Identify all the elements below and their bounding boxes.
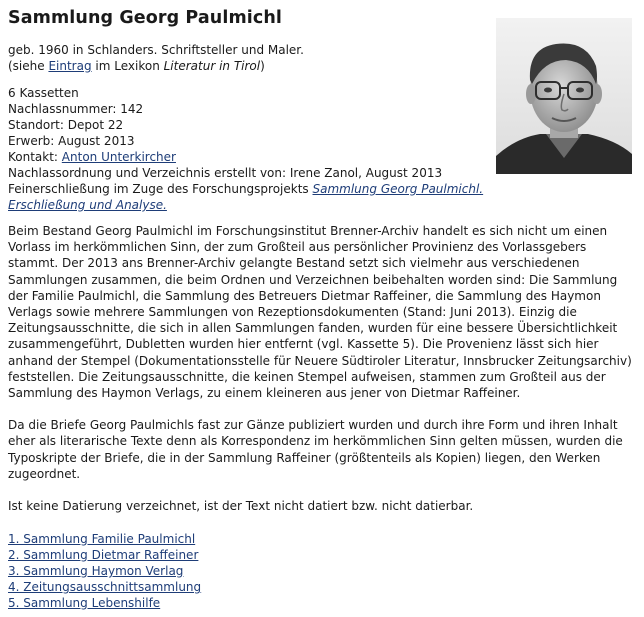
intro-reference <box>8 58 488 74</box>
forschungsprojekt-link[interactable] <box>313 182 484 196</box>
intro-ref-middle: im Lexikon <box>91 59 164 73</box>
fact-kassetten: 6 Kassetten <box>8 86 79 100</box>
fact-nachlassnummer: Nachlassnummer: 142 <box>8 102 144 116</box>
toc-link-lebenshilfe[interactable]: 5. Sammlung Lebenshilfe <box>8 596 161 610</box>
collection-facts <box>8 85 488 213</box>
feinerschliessung-label: Feinerschließung im Zuge des Forschungsprojekts <box>8 182 313 196</box>
lexikon-title: Literatur in Tirol <box>163 59 261 73</box>
description-paragraph: Ist keine Datierung verzeichnet, ist der Text nicht datiert bzw. nicht datierbar. <box>8 499 474 514</box>
fact-feinerschliessung-cont <box>8 197 488 213</box>
eintrag-link[interactable]: Eintrag <box>48 59 92 73</box>
collection-toc <box>8 531 201 611</box>
intro-ref-suffix: ) <box>260 59 265 73</box>
intro-bio: geb. 1960 in Schlanders. Schriftsteller und Maler. <box>8 43 304 57</box>
toc-link-familie-paulmichl[interactable]: 1. Sammlung Familie Paulmichl <box>8 532 196 546</box>
toc-link-haymon-verlag[interactable]: 3. Sammlung Haymon Verlag <box>8 564 184 578</box>
description-paragraph: Beim Bestand Georg Paulmichl im Forschungsinstitut Brenner-Archiv handelt es sich nicht um einen Vorlass im herkömmlichen Sinn, der zum Großteil aus persönlicher Provinienz des Vorlassgebers stammt. Der 2013 ans Brenner-Archiv gelangte Bestand setzt sich vielmehr aus verschiedenen Sammlungen zusammen, die beim Ordnen und Verzeichnen beibehalten worden sind: Die Sammlung der Familie Paulmichl, die Sammlung des Betreuers Dietmar Raffeiner, die Sammlung des Haymon Verlags sowie mehrere Sammlungen von Rezeptionsdokumenten (Stand: Juni 2013). Einzig die Zeitungsausschnitte, die sich in allen Sammlungen fanden, wurden für eine bessere Übersichtlichkeit zusammengeführt, Dubletten wurden hier entfernt (vgl. Kassette 5). Die Provenienz lässt sich hier anhand der Stempel (Dokumentationsstelle für Neuere Südtiroler Literatur, Innsbrucker Zeitungsarchiv) feststellen. Die Zeitungsausschnitte, die keinen Stempel aufweisen, stammen zum Großteil aus der Sammlung des Haymon Verlags, zu einem kleineren aus jener von Dietmar Raffeiner. <box>8 224 632 401</box>
description-paragraph: Da die Briefe Georg Paulmichls fast zur Gänze publiziert wurden und durch ihre Form und ihren Inhalt eher als literarische Texte denn als Korrespondenz im herkömmlichen Sinn gelten müssen, wurden die Typoskripte der Briefe, die in der Sammlung Raffeiner (größtenteils als Kopien) liegen, den Werken zugeordnet. <box>8 418 623 481</box>
toc-link-zeitungsausschnitte[interactable]: 4. Zeitungsausschnittsammlung <box>8 580 202 594</box>
page-content <box>8 6 636 610</box>
fact-ordnung: Nachlassordnung und Verzeichnis erstellt von: Irene Zanol, August 2013 <box>8 166 443 180</box>
intro-ref-prefix: (siehe <box>8 59 49 73</box>
portrait-image <box>496 18 632 174</box>
toc-link-dietmar-raffeiner[interactable]: 2. Sammlung Dietmar Raffeiner <box>8 548 199 562</box>
fact-standort: Standort: Depot 22 <box>8 118 124 132</box>
fact-erwerb: Erwerb: August 2013 <box>8 134 135 148</box>
fact-kontakt <box>8 149 488 165</box>
author-portrait <box>496 18 632 174</box>
kontakt-label: Kontakt: <box>8 150 62 164</box>
description-text <box>8 223 634 530</box>
kontakt-link[interactable]: Anton Unterkircher <box>61 150 176 164</box>
forschungsprojekt-link-line2: Erschließung und Analyse. <box>8 198 167 212</box>
forschungsprojekt-link-cont[interactable] <box>8 198 167 212</box>
intro-block <box>8 42 488 74</box>
fact-feinerschliessung <box>8 181 488 197</box>
forschungsprojekt-link-line1: Sammlung Georg Paulmichl. <box>312 182 484 196</box>
page-title: Sammlung Georg Paulmichl <box>8 8 283 28</box>
